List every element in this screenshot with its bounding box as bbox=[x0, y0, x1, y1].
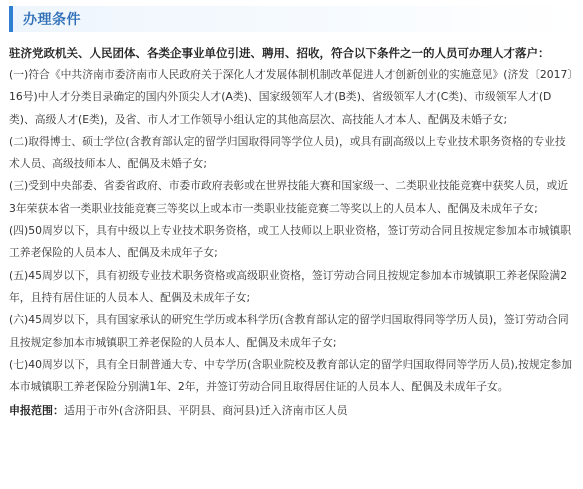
condition-item-6: (六)45周岁以下，具有国家承认的研究生学历或本科学历(含教育部认定的留学归国取得同等学历人员)，签订劳动合同且按规定参加本市城镇职工养老保险的人员本人、配偶及未成年子女; bbox=[9, 313, 569, 349]
section-title: 办理条件 bbox=[23, 12, 81, 28]
condition-item-2: (二)取得博士、硕士学位(含教育部认定的留学归国取得同等学位人员)，或具有副高级以上专业技术职务资格的专业技术人员、高级技师本人、配偶及未婚子女; bbox=[9, 134, 566, 171]
conditions-list bbox=[9, 64, 574, 398]
condition-item-7: (七)40周岁以下，具有全日制普通大专、中专学历(含职业院校及教育部认定的留学归国取得同等学历人员),按规定参加本市城镇职工养老保险分别满1年、2年，并签订劳动合同且取得居住证的人员本人、配偶及未成年子女。 bbox=[9, 357, 573, 394]
scope-line bbox=[9, 400, 574, 422]
condition-item-3: (三)受到中央部委、省委省政府、市委市政府表彰或在世界技能大赛和国家级一、二类职业技能竞赛中获奖人员，或近3年荣获本省一类职业技能竞赛三等奖以上或本市一类职业技能竞赛二等奖以上的人员本人、配偶及未成年子女; bbox=[9, 179, 569, 215]
intro-text: 驻济党政机关、人民团体、各类企事业单位引进、聘用、招收，符合以下条件之一的人员可办理人才落户： bbox=[9, 46, 550, 60]
condition-item-1: (一)符合《中共济南市委济南市人民政府关于深化人才发展体制机制改革促进人才创新创业的实施意见》(济发〔2017〕16号)中人才分类目录确定的国内外顶尖人才(A类)、国家级领军人才(B类)、省级领军人才(C类)、市级领军人才(D类)、高级人才(E类)，及省、市人才工作领导小组认定的其他高层次、高技能人才本人、配偶及未婚子女; bbox=[9, 68, 573, 126]
section-header bbox=[9, 6, 574, 32]
scope-label: 申报范围： bbox=[9, 404, 64, 418]
scope-text: 适用于市外(含济阳县、平阴县、商河县)迁入济南市区人员 bbox=[64, 404, 348, 418]
condition-item-4: (四)50周岁以下，具有中级以上专业技术职务资格，或工人技师以上职业资格，签订劳动合同且按规定参加本市城镇职工养老保险的人员本人、配偶及未成年子女; bbox=[9, 224, 572, 260]
condition-item-5: (五)45周岁以下，具有初级专业技术职务资格或高级职业资格，签订劳动合同且按规定参加本市城镇职工养老保险满2年，且持有居住证的人员本人、配偶及未成年子女; bbox=[9, 268, 568, 304]
